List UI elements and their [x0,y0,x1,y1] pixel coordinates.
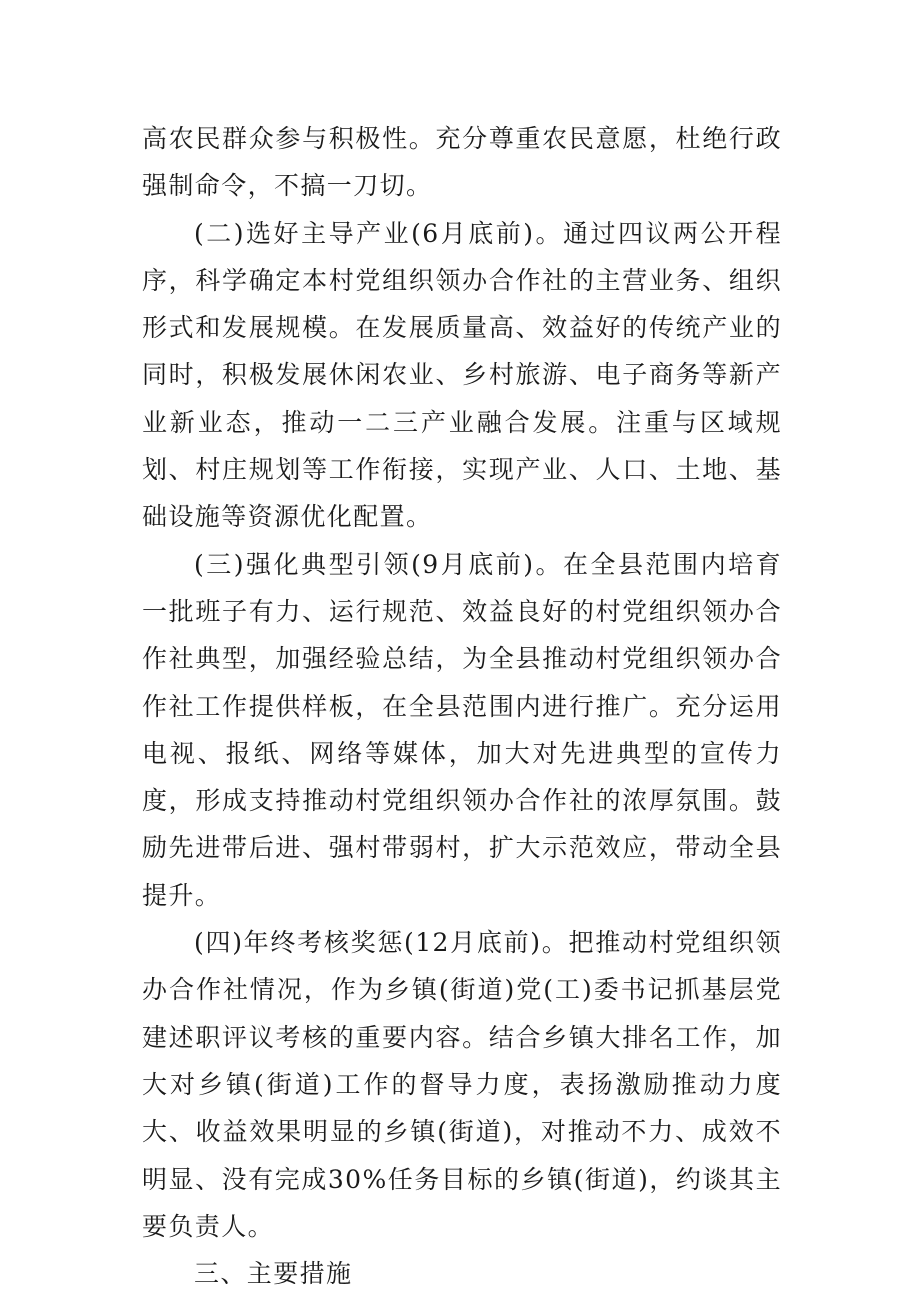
section-heading: 三、主要措施 [194,1259,353,1289]
paragraph-section-2: (二)选好主导产业(6月底前)。通过四议两公开程序，科学确定本村党组织领办合作社的主营业务、组织形式和发展规模。在发展质量高、效益好的传统产业的同时，积极发展休闲农业、乡村旅游、电子商务等新产业新业态，推动一二三产业融合发展。注重与区域规划、村庄规划等工作衔接，实现产业、人口、土地、基础设施等资源优化配置。 [142,218,782,532]
document-body [142,115,782,1297]
paragraph-section-3: (三)强化典型引领(9月底前)。在全县范围内培育一批班子有力、运行规范、效益良好的村党组织领办合作社典型，加强经验总结，为全县推动村党组织领办合作社工作提供样板，在全县范围内进行推广。充分运用电视、报纸、网络等媒体，加大对先进典型的宣传力度，形成支持推动村党组织领办合作社的浓厚氛围。鼓励先进带后进、强村带弱村，扩大示范效应，带动全县提升。 [142,549,782,910]
paragraph-continuation: 高农民群众参与积极性。充分尊重农民意愿，杜绝行政强制命令，不搞一刀切。 [142,124,782,201]
paragraph-section-4: (四)年终考核奖惩(12月底前)。把推动村党组织领办合作社情况，作为乡镇(街道)党(工)委书记抓基层党建述职评议考核的重要内容。结合乡镇大排名工作，加大对乡镇(街道)工作的督导力度，表扬激励推动力度大、收益效果明显的乡镇(街道)，对推动不力、成效不明显、没有完成30%任务目标的乡镇(街道)，约谈其主要负责人。 [142,928,782,1241]
